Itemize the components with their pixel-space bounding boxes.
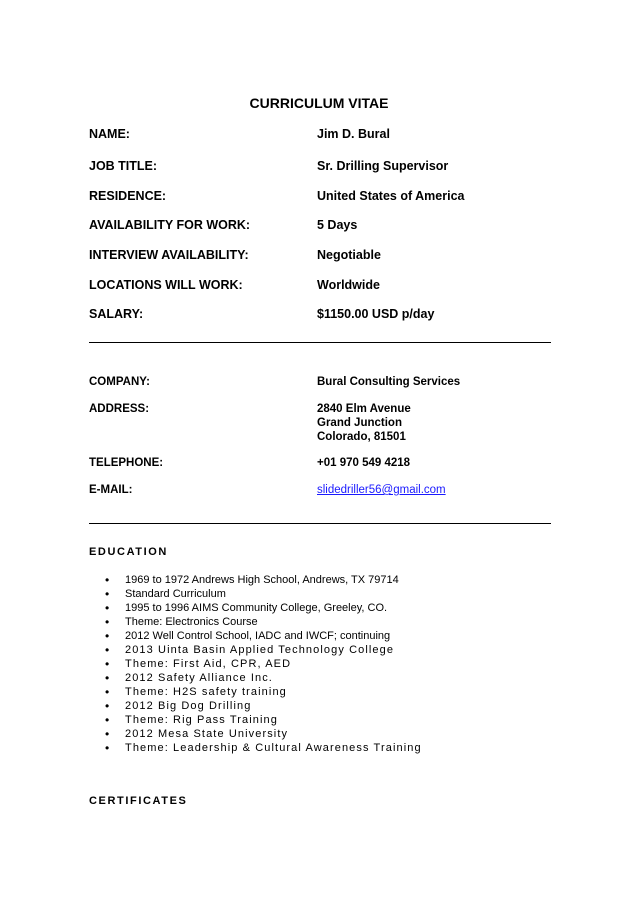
telephone-label: TELEPHONE: — [89, 457, 164, 469]
list-item: • 2012 Well Control School, IADC and IWCF; continuing — [105, 629, 422, 643]
certificates-heading: CERTIFICATES — [89, 795, 188, 807]
list-item: • 2012 Safety Alliance Inc. — [105, 671, 422, 685]
address-label: ADDRESS: — [89, 403, 150, 415]
education-list — [105, 573, 422, 755]
list-item: • Theme: Rig Pass Training — [105, 713, 422, 727]
name-label: NAME: — [89, 127, 130, 141]
address-line: Colorado, 81501 — [317, 431, 406, 443]
address-line: 2840 Elm Avenue — [317, 403, 411, 415]
salary-label: SALARY: — [89, 307, 144, 321]
salary-value: $1150.00 USD p/day — [317, 307, 435, 321]
company-label: COMPANY: — [89, 376, 150, 388]
list-item: • 2012 Mesa State University — [105, 727, 422, 741]
document-title: CURRICULUM VITAE — [249, 95, 389, 111]
job-title-value: Sr. Drilling Supervisor — [317, 159, 449, 173]
interview-availability-value: Negotiable — [317, 248, 381, 262]
list-item: • Theme: H2S safety training — [105, 685, 422, 699]
telephone-value: +01 970 549 4218 — [317, 457, 411, 469]
company-value: Bural Consulting Services — [317, 376, 461, 388]
email-label: E-MAIL: — [89, 484, 133, 496]
locations-value: Worldwide — [317, 278, 380, 292]
list-item: • Standard Curriculum — [105, 587, 422, 601]
availability-label: AVAILABILITY FOR WORK: — [89, 218, 251, 232]
residence-value: United States of America — [317, 189, 465, 203]
interview-availability-label: INTERVIEW AVAILABILITY: — [89, 248, 249, 262]
list-item: • Theme: First Aid, CPR, AED — [105, 657, 422, 671]
divider-rule — [89, 523, 551, 524]
list-item: • 1969 to 1972 Andrews High School, Andrews, TX 79714 — [105, 573, 422, 587]
divider-rule — [89, 342, 551, 343]
residence-label: RESIDENCE: — [89, 189, 167, 203]
address-line: Grand Junction — [317, 417, 402, 429]
list-item: • 2013 Uinta Basin Applied Technology College — [105, 643, 422, 657]
list-item: • Theme: Electronics Course — [105, 615, 422, 629]
education-heading: EDUCATION — [89, 546, 168, 558]
list-item: • 2012 Big Dog Drilling — [105, 699, 422, 713]
name-value: Jim D. Bural — [317, 127, 390, 141]
job-title-label: JOB TITLE: — [89, 159, 158, 173]
list-item: • Theme: Leadership & Cultural Awareness Training — [105, 741, 422, 755]
list-item: • 1995 to 1996 AIMS Community College, Greeley, CO. — [105, 601, 422, 615]
email-link[interactable]: slidedriller56@gmail.com — [317, 484, 446, 496]
locations-label: LOCATIONS WILL WORK: — [89, 278, 243, 292]
availability-value: 5 Days — [317, 218, 358, 232]
